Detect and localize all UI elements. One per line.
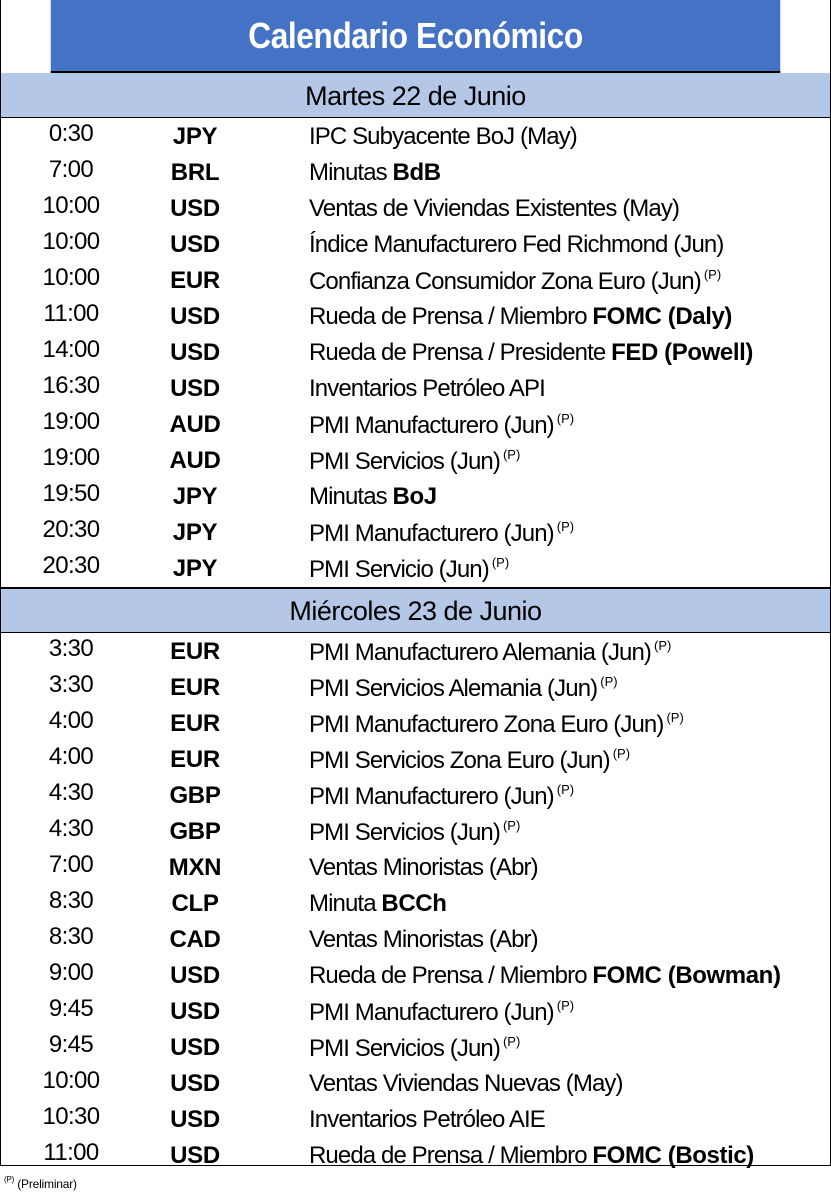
event-time: 10:30: [42, 1103, 100, 1130]
event-row: [1, 670, 830, 706]
event-currency: USD: [170, 1034, 220, 1061]
event-row: [1, 371, 830, 407]
event-name: Ventas Viviendas Nuevas (May): [309, 1070, 623, 1097]
event-description: [309, 1034, 520, 1063]
event-time: 19:00: [42, 408, 100, 435]
event-name: Inventarios Petróleo AIE: [309, 1106, 545, 1133]
event-time: 11:00: [43, 300, 99, 327]
preliminary-mark: (P): [556, 411, 575, 426]
event-time: 20:30: [42, 516, 100, 543]
event-currency: USD: [170, 1070, 220, 1097]
event-time: 9:45: [48, 995, 94, 1022]
event-time: 7:00: [48, 851, 94, 878]
event-currency: GBP: [169, 782, 221, 809]
event-time: 10:00: [42, 264, 100, 291]
event-row: [1, 706, 830, 742]
event-row: [1, 886, 830, 922]
event-currency: JPY: [172, 123, 218, 150]
event-name: Rueda de Prensa / Miembro: [309, 1142, 593, 1169]
event-time: 20:30: [42, 552, 100, 579]
event-time: 8:30: [48, 923, 94, 950]
event-time: 3:30: [48, 671, 94, 698]
event-row: [1, 994, 830, 1030]
day-header-2: Miércoles 23 de Junio: [1, 587, 830, 633]
event-currency: USD: [170, 1142, 220, 1169]
event-row: [1, 1102, 830, 1138]
event-currency: GBP: [169, 818, 221, 845]
event-name: Rueda de Prensa / Presidente: [309, 339, 612, 366]
event-currency: USD: [170, 231, 220, 258]
event-description: [309, 674, 618, 703]
event-currency: EUR: [170, 710, 220, 737]
event-name: PMI Servicios Zona Euro (Jun): [309, 747, 610, 774]
event-row: [1, 1138, 830, 1174]
event-row: [1, 1066, 830, 1102]
event-description: [309, 1106, 545, 1134]
footnote-mark: (P): [4, 1175, 15, 1184]
event-name-emphasis: FOMC (Daly): [592, 303, 733, 330]
event-name: PMI Manufacturero (Jun): [309, 412, 554, 439]
event-currency: CLP: [171, 890, 219, 917]
event-currency: EUR: [170, 746, 220, 773]
event-name: PMI Servicios (Jun): [309, 819, 500, 846]
event-time: 4:30: [48, 815, 94, 842]
event-time: 9:00: [48, 959, 94, 986]
event-time: 0:30: [48, 120, 94, 147]
event-row: [1, 551, 830, 587]
event-description: [309, 926, 538, 954]
event-description: [309, 483, 437, 511]
event-description: [309, 962, 781, 990]
event-time: 9:45: [48, 1031, 94, 1058]
footnote-text: (Preliminar): [17, 1177, 77, 1191]
event-description: [309, 231, 723, 259]
event-currency: JPY: [172, 519, 218, 546]
event-name-emphasis: FED (Powell): [611, 339, 753, 366]
event-time: 19:00: [42, 444, 100, 471]
event-description: [309, 818, 520, 847]
event-currency: EUR: [170, 638, 220, 665]
event-name: Minutas: [309, 159, 393, 186]
event-time: 4:00: [48, 743, 94, 770]
event-time: 14:00: [42, 336, 100, 363]
day-1-events: [1, 118, 830, 587]
event-currency: USD: [170, 339, 220, 366]
event-name: Rueda de Prensa / Miembro: [309, 303, 593, 330]
footnote: [4, 1175, 77, 1191]
event-description: [309, 854, 538, 882]
preliminary-mark: (P): [600, 674, 618, 689]
event-time: 16:30: [42, 372, 100, 399]
event-row: [1, 479, 830, 515]
event-name: PMI Manufacturero (Jun): [309, 520, 554, 547]
event-row: [1, 443, 830, 479]
event-row: [1, 634, 830, 670]
event-name: Inventarios Petróleo API: [309, 375, 545, 402]
event-time: 10:00: [42, 228, 100, 255]
event-description: [309, 782, 574, 811]
event-row: [1, 814, 830, 850]
event-description: [309, 1142, 754, 1170]
preliminary-mark: (P): [502, 1034, 521, 1049]
event-name-emphasis: FOMC (Bowman): [592, 962, 781, 989]
event-name: Índice Manufacturero Fed Richmond (Jun): [309, 231, 724, 258]
event-name: PMI Manufacturero Alemania (Jun): [309, 639, 652, 666]
event-row: [1, 958, 830, 994]
event-currency: USD: [170, 962, 220, 989]
event-row: [1, 155, 830, 191]
event-time: 7:00: [48, 156, 94, 183]
event-name: PMI Manufacturero (Jun): [309, 999, 554, 1026]
event-currency: BRL: [170, 159, 220, 186]
preliminary-mark: (P): [556, 782, 575, 797]
event-description: [309, 890, 446, 918]
day-2-events: [1, 633, 830, 1174]
event-name: PMI Servicio (Jun): [309, 556, 489, 583]
event-currency: CAD: [169, 926, 221, 953]
event-description: [309, 195, 679, 223]
preliminary-mark: (P): [654, 638, 672, 653]
event-time: 3:30: [48, 635, 94, 662]
event-name: Confianza Consumidor Zona Euro (Jun): [309, 268, 701, 295]
event-row: [1, 191, 830, 227]
event-currency: EUR: [170, 267, 220, 294]
event-name: PMI Servicios Alemania (Jun): [309, 675, 598, 702]
event-name: Ventas de Viviendas Existentes (May): [309, 195, 680, 222]
event-description: [309, 638, 671, 667]
event-name: PMI Manufacturero Zona Euro (Jun): [309, 711, 664, 738]
event-description: [309, 159, 441, 187]
preliminary-mark: (P): [502, 818, 521, 833]
event-time: 4:00: [48, 707, 94, 734]
event-description: [309, 375, 545, 403]
event-row: [1, 778, 830, 814]
event-currency: AUD: [169, 411, 221, 438]
event-name: Ventas Minoristas (Abr): [309, 854, 538, 881]
event-name: Rueda de Prensa / Miembro: [309, 962, 593, 989]
event-currency: USD: [170, 303, 220, 330]
preliminary-mark: (P): [556, 998, 575, 1013]
event-currency: EUR: [170, 674, 220, 701]
event-description: [309, 339, 753, 367]
event-time: 4:30: [48, 779, 94, 806]
event-time: 10:00: [42, 192, 100, 219]
event-currency: USD: [170, 998, 220, 1025]
event-description: [309, 411, 574, 440]
calendar-title: Calendario Económico: [51, 0, 781, 73]
event-description: [309, 998, 574, 1027]
day-header-1: Martes 22 de Junio: [1, 73, 830, 118]
event-description: [309, 555, 509, 584]
event-description: [309, 447, 520, 476]
event-name: Ventas Minoristas (Abr): [309, 926, 538, 953]
preliminary-mark: (P): [666, 710, 684, 725]
event-row: [1, 335, 830, 371]
event-currency: USD: [170, 195, 220, 222]
event-name: IPC Subyacente BoJ (May): [309, 123, 577, 150]
event-name: Minutas: [309, 483, 393, 510]
event-name-emphasis: BCCh: [381, 890, 447, 917]
event-name: Minuta: [309, 890, 382, 917]
event-currency: USD: [170, 375, 220, 402]
event-description: [309, 746, 630, 775]
event-name-emphasis: BdB: [392, 159, 441, 186]
event-row: [1, 299, 830, 335]
preliminary-mark: (P): [556, 519, 575, 534]
event-currency: USD: [170, 1106, 220, 1133]
event-currency: AUD: [169, 447, 221, 474]
preliminary-mark: (P): [502, 447, 521, 462]
event-row: [1, 850, 830, 886]
event-description: [309, 519, 574, 548]
event-time: 8:30: [48, 887, 94, 914]
event-name-emphasis: BoJ: [392, 483, 437, 510]
event-currency: JPY: [172, 555, 218, 582]
event-description: [309, 303, 732, 331]
event-currency: MXN: [168, 854, 222, 881]
preliminary-mark: (P): [491, 555, 510, 570]
event-description: [309, 1070, 623, 1098]
event-name: PMI Manufacturero (Jun): [309, 783, 554, 810]
event-time: 19:50: [42, 480, 100, 507]
event-description: [309, 123, 577, 151]
event-name: PMI Servicios (Jun): [309, 448, 500, 475]
event-row: [1, 263, 830, 299]
event-currency: JPY: [172, 483, 218, 510]
event-row: [1, 742, 830, 778]
event-time: 11:00: [43, 1139, 99, 1166]
event-name: PMI Servicios (Jun): [309, 1035, 500, 1062]
preliminary-mark: (P): [703, 267, 722, 282]
event-row: [1, 922, 830, 958]
event-row: [1, 1030, 830, 1066]
event-row: [1, 407, 830, 443]
event-description: [309, 710, 684, 739]
event-row: [1, 515, 830, 551]
event-name-emphasis: FOMC (Bostic): [592, 1142, 754, 1169]
event-row: [1, 119, 830, 155]
preliminary-mark: (P): [612, 746, 631, 761]
event-row: [1, 227, 830, 263]
event-description: [309, 267, 721, 296]
event-time: 10:00: [42, 1067, 100, 1094]
